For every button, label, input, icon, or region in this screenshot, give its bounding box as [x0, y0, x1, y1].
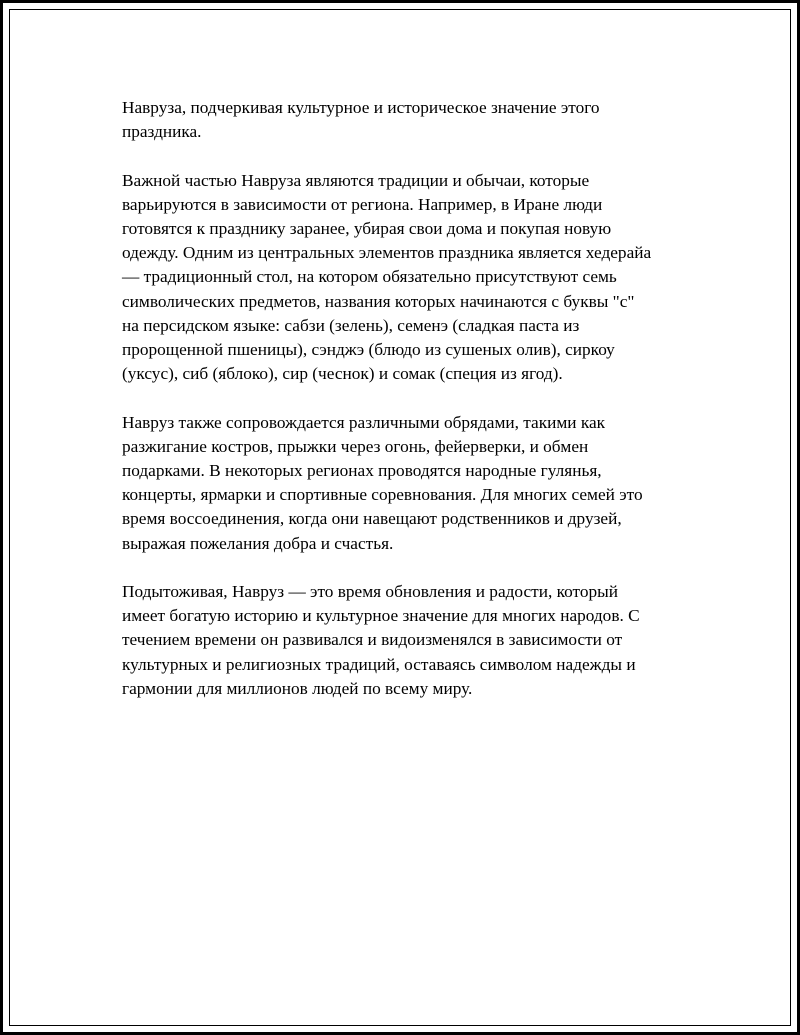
- paragraph-2: Важной частью Навруза являются традиции и обычаи, которые варьируются в зависимости от региона. Например, в Иране люди готовятся к празднику заранее, убирая свои дома и покупая новую одежду. Одним из центральных элементов праздника является хедерайа — традиционный стол, на котором обязательно присутствуют семь символических предметов, названия которых начинаются с буквы "с" на персидском языке: сабзи (зелень), семенэ (сладкая паста из пророщенной пшеницы), сэнджэ (блюдо из сушеных олив), сиркоу (уксус), сиб (яблоко), сир (чеснок) и сомак (специя из ягод).: [122, 170, 652, 384]
- paragraph-4: Подытоживая, Навруз — это время обновления и радости, который имеет богатую историю и культурное значение для многих народов. С течением времени он развивался и видоизменялся в зависимости от культурных и религиозных традиций, оставаясь символом надежды и гармонии для миллионов людей по всему миру.: [122, 582, 640, 698]
- paragraph-1: Навруза, подчеркивая культурное и историческое значение этого праздника.: [122, 98, 600, 142]
- paragraph-3: Навруз также сопровождается различными обрядами, такими как разжигание костров, прыжки через огонь, фейерверки, и обмен подарками. В некоторых регионах проводятся народные гулянья, концерты, ярмарки и спортивные соревнования. Для многих семей это время воссоединения, когда они навещают родственников и друзей, выражая пожелания добра и счастья.: [122, 412, 643, 553]
- document-body: [122, 96, 702, 725]
